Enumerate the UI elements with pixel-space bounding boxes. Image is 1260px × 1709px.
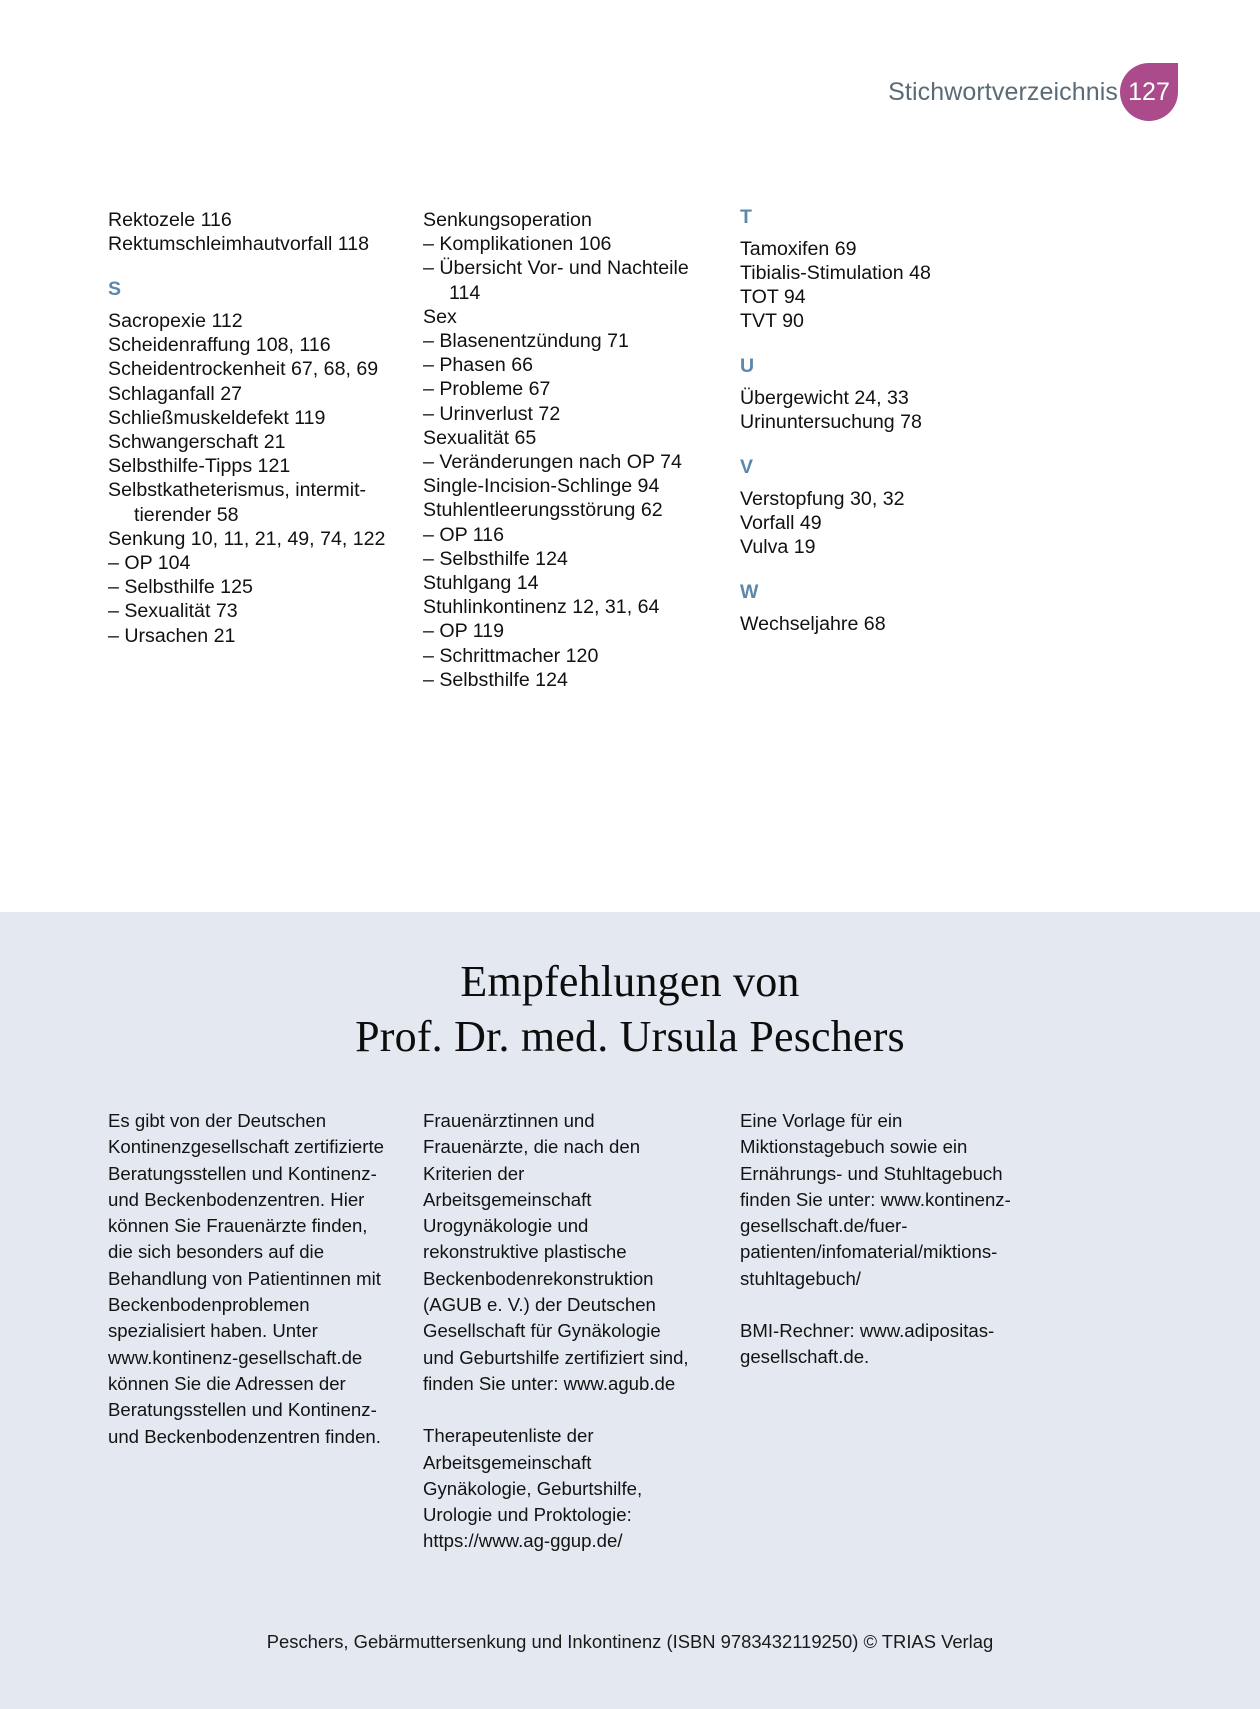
index-entry: Verstopfung 30, 32 bbox=[740, 487, 905, 510]
index-entry: TOT 94 bbox=[740, 285, 806, 308]
index-entry: – OP 119 bbox=[423, 620, 504, 643]
panel-column-3 bbox=[740, 1108, 1012, 1371]
index-entry: Rektumschleimhautvorfall 118 bbox=[108, 233, 370, 256]
index-letter-heading: W bbox=[740, 581, 759, 604]
index-entry: Single-Incision-Schlinge 94 bbox=[423, 475, 660, 498]
panel-paragraph: Es gibt von der Deutschen Kontinenzgesellschaft zertifizierte Beratungsstellen und Kontinenz- und Beckenbodenzentren. Hier können Sie Frauenärzte finden, die sich besonders auf die Behandlung von Patientinnen mit Beckenbodenproblemen spezialisiert haben. Unter www.kontinenz-gesellschaft.de können Sie die Adressen der Beratungsstellen und Kontinenz- und Beckenbodenzentren finden. bbox=[108, 1110, 384, 1447]
index-entry: Vorfall 49 bbox=[740, 511, 822, 534]
panel-paragraph: Eine Vorlage für ein Miktionstagebuch sowie ein Ernährungs- und Stuhltagebuch finden Sie unter: www.kontinenz-gesellschaft.de/fuer-patienten/infomaterial/miktions-stuhltagebuch/ bbox=[740, 1110, 1011, 1289]
index-entry: Sexualität 65 bbox=[423, 426, 537, 449]
recommendations-panel bbox=[0, 912, 1260, 1709]
index-entry: – Sexualität 73 bbox=[108, 600, 238, 623]
index-entry: – OP 116 bbox=[423, 523, 504, 546]
index-entry: Tamoxifen 69 bbox=[740, 237, 857, 260]
index-letter-heading: T bbox=[740, 206, 752, 228]
index-entry: – Probleme 67 bbox=[423, 378, 551, 401]
index-entry: Rektozele 116 bbox=[108, 209, 232, 231]
index-entry: Senkungsoperation bbox=[423, 209, 592, 231]
panel-title bbox=[0, 954, 1260, 1064]
index-column-2 bbox=[423, 208, 713, 692]
index-entry: – Blasenentzündung 71 bbox=[423, 330, 629, 353]
index-entry: tierender 58 bbox=[134, 503, 239, 526]
index-entry: Vulva 19 bbox=[740, 536, 816, 559]
index-column-3 bbox=[740, 208, 1030, 636]
index-entry: Übergewicht 24, 33 bbox=[740, 386, 909, 409]
index-entry: Senkung 10, 11, 21, 49, 74, 122 bbox=[108, 527, 386, 550]
index-entry: Stuhlgang 14 bbox=[423, 572, 539, 595]
panel-title-line-2: Prof. Dr. med. Ursula Peschers bbox=[355, 1012, 905, 1061]
footer-copyright: Peschers, Gebärmuttersenkung und Inkontinenz (ISBN 9783432119250) © TRIAS Verlag bbox=[266, 1631, 994, 1652]
panel-paragraph: Frauenärztinnen und Frauenärzte, die nach den Kriterien der Arbeitsgemeinschaft Urogynäkologie und rekonstruktive plastische Beckenbodenrekonstruktion (AGUB e. V.) der Deutschen Gesellschaft für Gynäkologie und Geburtshilfe zertifiziert sind, finden Sie unter: www.agub.de bbox=[423, 1110, 689, 1394]
index-letter-heading: V bbox=[740, 456, 754, 479]
index-entry: Selbstkatheterismus, intermit- bbox=[108, 479, 367, 502]
index-entry: – Veränderungen nach OP 74 bbox=[423, 451, 682, 474]
panel-paragraph: Therapeutenliste der Arbeitsgemeinschaft Gynäkologie, Geburtshilfe, Urologie und Proktologie: https://www.ag-ggup.de/ bbox=[423, 1425, 643, 1552]
index-entry: Schwangerschaft 21 bbox=[108, 430, 286, 453]
running-head bbox=[0, 0, 1260, 160]
index-column-1 bbox=[108, 208, 408, 648]
index-entry: – Selbsthilfe 125 bbox=[108, 576, 253, 599]
page-number-badge: 127 bbox=[1120, 63, 1178, 121]
panel-title-line-1: Empfehlungen von bbox=[460, 957, 800, 1006]
index-entry: Scheidenraffung 108, 116 bbox=[108, 334, 331, 357]
index-letter-heading: U bbox=[740, 355, 755, 378]
panel-column-1 bbox=[108, 1108, 386, 1450]
index-entry: TVT 90 bbox=[740, 310, 804, 333]
index-entry: – Übersicht Vor- und Nachteile bbox=[423, 257, 689, 280]
index-entry: Tibialis-Stimulation 48 bbox=[740, 261, 931, 284]
index-entry: – Schrittmacher 120 bbox=[423, 644, 599, 667]
index-area bbox=[0, 208, 1260, 908]
index-entry: Wechseljahre 68 bbox=[740, 612, 886, 635]
index-entry: Schlaganfall 27 bbox=[108, 382, 242, 405]
index-entry: – Urinverlust 72 bbox=[423, 402, 561, 425]
index-letter-heading: S bbox=[108, 278, 122, 301]
index-entry: – Selbsthilfe 124 bbox=[423, 547, 568, 570]
index-entry: Sex bbox=[423, 305, 457, 328]
index-entry: – OP 104 bbox=[108, 551, 191, 574]
index-entry: – Komplikationen 106 bbox=[423, 233, 612, 256]
index-entry: Schließmuskeldefekt 119 bbox=[108, 406, 326, 429]
index-entry: Selbsthilfe-Tipps 121 bbox=[108, 455, 291, 478]
index-entry: – Ursachen 21 bbox=[108, 624, 236, 647]
index-entry: Stuhlinkontinenz 12, 31, 64 bbox=[423, 596, 660, 619]
index-entry: Stuhlentleerungsstörung 62 bbox=[423, 499, 663, 522]
page-title: Stichwortverzeichnis bbox=[888, 78, 1118, 106]
index-entry: Urinuntersuchung 78 bbox=[740, 411, 922, 434]
index-entry: Scheidentrockenheit 67, 68, 69 bbox=[108, 358, 379, 381]
panel-paragraph: BMI-Rechner: www.adipositas-gesellschaft.de. bbox=[740, 1320, 995, 1368]
index-entry: 114 bbox=[449, 281, 481, 304]
panel-column-2 bbox=[423, 1108, 693, 1555]
index-entry: – Phasen 66 bbox=[423, 354, 534, 377]
index-entry: Sacropexie 112 bbox=[108, 309, 243, 332]
panel-columns bbox=[0, 1108, 1260, 1552]
index-entry: – Selbsthilfe 124 bbox=[423, 668, 568, 691]
